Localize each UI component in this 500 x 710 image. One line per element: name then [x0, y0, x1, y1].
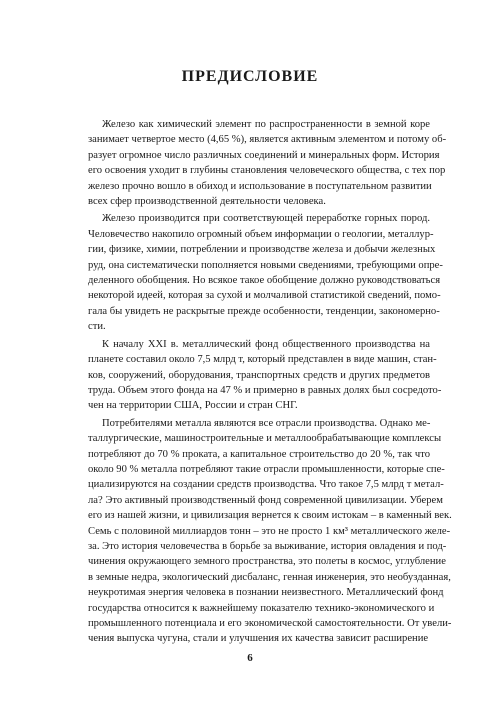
text-line: ла? Это активный производственный фонд современной цивилизации. Уберем [88, 494, 443, 506]
text-line: чинения окружающего земного пространства, это полеты в космос, углубление [88, 556, 446, 568]
text-line: неукротимая энергия человека в познании неизвестного. Металлический фонд [88, 587, 444, 599]
page-title: ПРЕДИСЛОВИЕ [181, 68, 319, 85]
text-line: железо прочно вошло в обиход и использование в поступательном развитии [88, 180, 432, 192]
text-line: его освоения уходит в глубины становления человеческого общества, с тех пор [88, 165, 446, 177]
text-line: промышленного потенциала и его экономической самостоятельности. От увели- [88, 618, 452, 629]
text-line: гала бы увидеть не раскрытые прежде особенности, тенденции, закономерно- [88, 305, 440, 317]
text-line: Человечество накопило огромный объем информации о геологии, металлур- [88, 228, 434, 240]
text-line: Железо производится при соответствующей переработке горных пород. [102, 213, 430, 225]
text-line: таллургические, машиностроительные и металлообрабатывающие комплексы [88, 433, 442, 445]
text-line: всех сфер производственной деятельности человека. [88, 196, 326, 208]
text-line: около 90 % металла потребляют такие отрасли промышленности, которые спе- [88, 463, 445, 475]
text-line: планете составил около 7,5 млрд т, который представлен в виде машин, стан- [88, 354, 437, 366]
body-text [88, 117, 452, 649]
paragraph [88, 211, 443, 334]
paragraph [88, 337, 442, 414]
text-line: в земные недра, экологический дисбаланс, генная инженерия, это необузданная, [88, 571, 451, 583]
page-number: 6 [247, 652, 253, 664]
paragraph [88, 416, 452, 647]
text-line: ков, сооружений, оборудования, транспортных средств и других предметов [88, 369, 430, 381]
text-line: Потребителями металла являются все отрасли производства. Однако ме- [102, 417, 431, 429]
text-line: гии, физике, химии, потреблении и производстве железа и добычи железных [88, 244, 436, 256]
text-line: государства относится к важнейшему показателю технико-экономического и [88, 602, 435, 614]
text-line: потребляют до 70 % проката, а капитальное строительство до 20 %, так что [88, 448, 430, 460]
text-line: чения выпуска чугуна, стали и улучшения их качества зависит расширение [88, 633, 429, 645]
text-line: за. Это история человечества в борьбе за выживание, история овладения и под- [88, 540, 447, 552]
text-line: труда. Объем этого фонда на 47 % и примерно в равных долях был сосредото- [88, 384, 442, 396]
paragraph [88, 117, 447, 209]
text-line: разует огромное число различных соединений и минеральных форм. История [88, 149, 440, 161]
text-line: деленного обобщения. Но всякое такое обобщение должно руководствоваться [88, 275, 441, 287]
text-line: К началу XXI в. металлический фонд общественного производства на [102, 338, 430, 350]
text-line: занимает четвертое место (4,65 %), является активным элементом и потому об- [88, 134, 447, 146]
text-line: Железо как химический элемент по распространенности в земной коре [102, 119, 430, 130]
text-line: его из нашей жизни, и цивилизация вернется к своим истокам – в каменный век. [88, 510, 452, 522]
text-line: циализируются на создании средств производства. Что такое 7,5 млрд т метал- [88, 479, 444, 491]
text-line: сти. [88, 321, 106, 333]
text-line: некоторой идеей, которая за сухой и молчаливой статистикой сведений, помо- [88, 290, 441, 302]
text-line: руд, она систематически пополняется новыми сведениями, требующими опре- [88, 259, 443, 271]
text-line: Семь с половиной миллиардов тонн – это не просто 1 км³ металлического желе- [88, 525, 451, 537]
text-line: чен на территории США, России и стран СНГ. [88, 400, 298, 412]
